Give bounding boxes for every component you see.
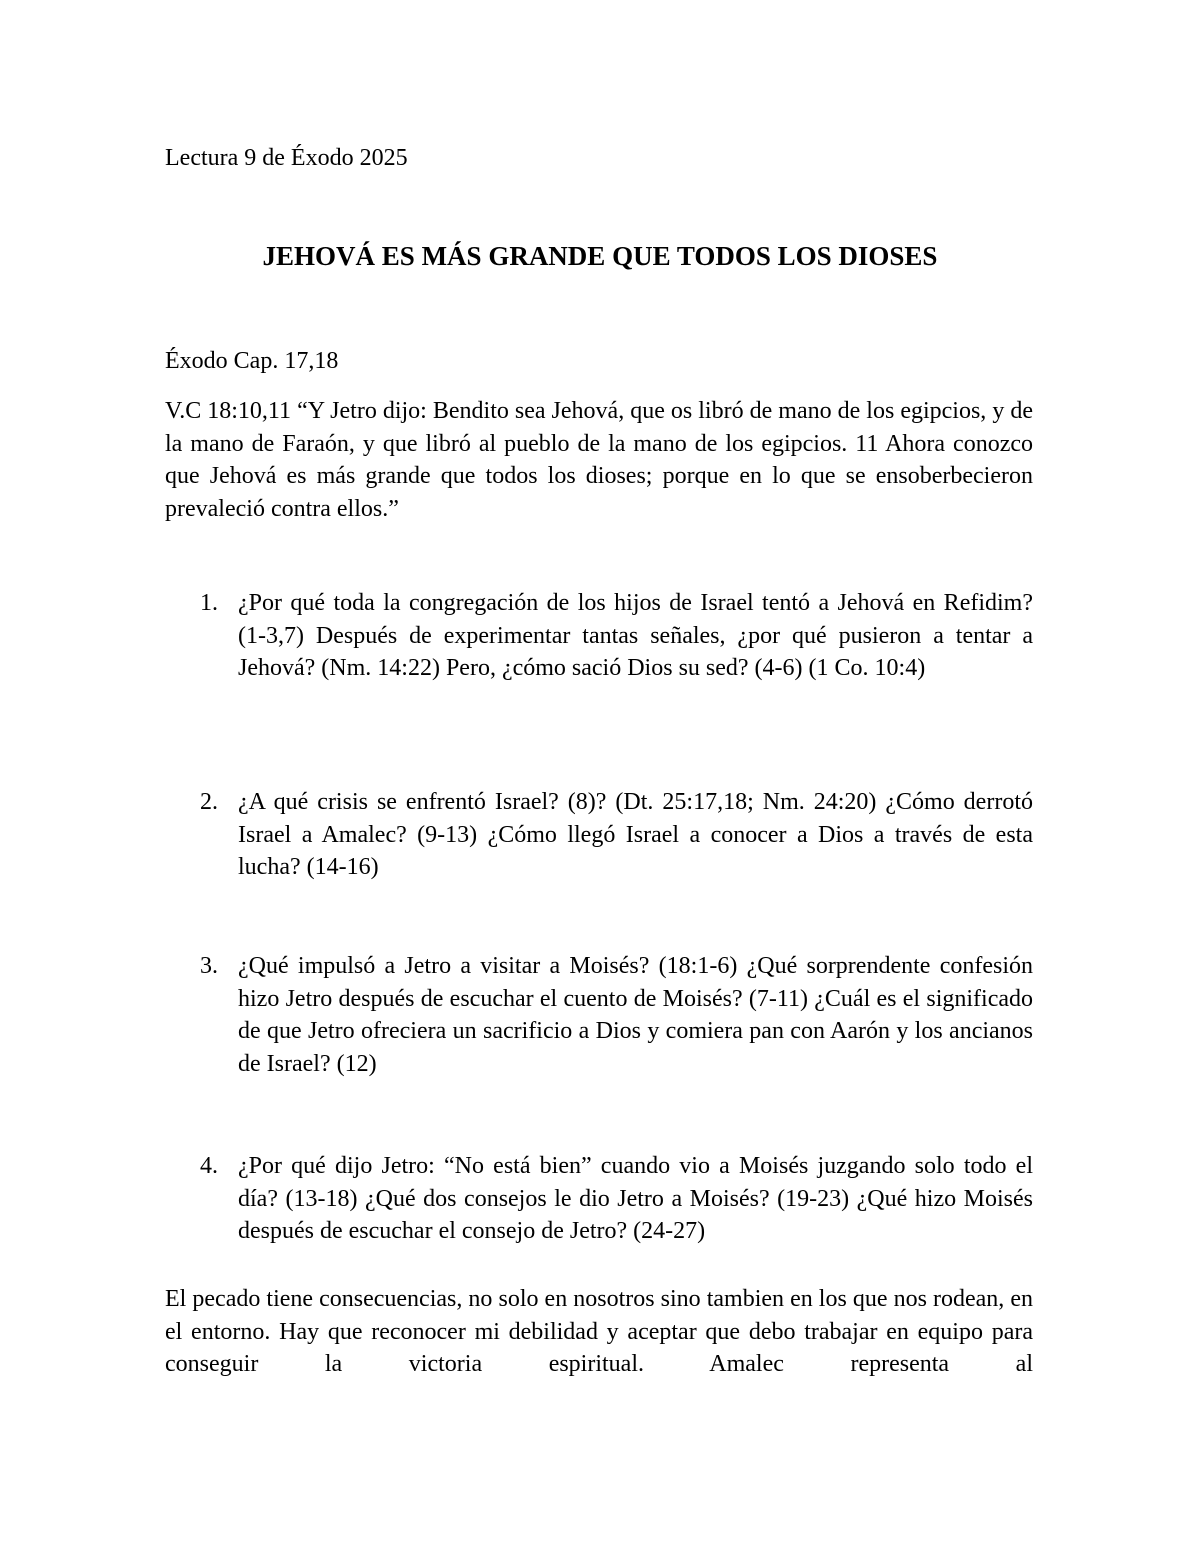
question-item-4 (200, 1150, 1033, 1248)
question-item-1 (200, 587, 1033, 685)
key-verse-paragraph: V.C 18:10,11 “Y Jetro dijo: Bendito sea Jehová, que os libró de mano de los egipcios, y de la mano de Faraón, y que libró al pueblo de la mano de los egipcios. 11 Ahora conozco que Jehová es más grande que todos los dioses; porque en lo que se ensoberbecieron prevaleció contra ellos.” (165, 398, 1033, 522)
question-item-3 (200, 950, 1033, 1080)
question-number: 1. (200, 590, 218, 616)
question-number: 4. (200, 1153, 218, 1179)
page-title: JEHOVÁ ES MÁS GRANDE QUE TODOS LOS DIOSES (262, 241, 938, 271)
question-number: 3. (200, 953, 218, 979)
question-number: 2. (200, 789, 218, 815)
reading-subtitle: Lectura 9 de Éxodo 2025 (165, 145, 408, 171)
chapter-reference: Éxodo Cap. 17,18 (165, 348, 339, 374)
closing-paragraph: El pecado tiene consecuencias, no solo en nosotros sino tambien en los que nos rodean, en el entorno. Hay que reconocer mi debilidad y aceptar que debo trabajar en equipo para conseguir la victoria espiritual. Amalec representa al (165, 1286, 1033, 1377)
question-item-2 (200, 786, 1033, 884)
question-text: ¿A qué crisis se enfrentó Israel? (8)? (Dt. 25:17,18; Nm. 24:20) ¿Cómo derrotó Israel a Amalec? (9-13) ¿Cómo llegó Israel a conocer a Dios a través de esta lucha? (14-16) (238, 789, 1033, 880)
question-text: ¿Qué impulsó a Jetro a visitar a Moisés? (18:1-6) ¿Qué sorprendente confesión hizo Jetro después de escuchar el cuento de Moisés? (7-11) ¿Cuál es el significado de que Jetro ofreciera un sacrificio a Dios y comiera pan con Aarón y los ancianos de Israel? (12) (238, 953, 1033, 1077)
question-text: ¿Por qué dijo Jetro: “No está bien” cuando vio a Moisés juzgando solo todo el día? (13-18) ¿Qué dos consejos le dio Jetro a Moisés? (19-23) ¿Qué hizo Moisés después de escuchar el consejo de Jetro? (24-27) (238, 1153, 1033, 1244)
question-text: ¿Por qué toda la congregación de los hijos de Israel tentó a Jehová en Refidim? (1-3,7) Después de experimentar tantas señales, ¿por qué pusieron a tentar a Jehová? (Nm. 14:22) Pero, ¿cómo sació Dios su sed? (4-6) (1 Co. 10:4) (238, 590, 1033, 681)
